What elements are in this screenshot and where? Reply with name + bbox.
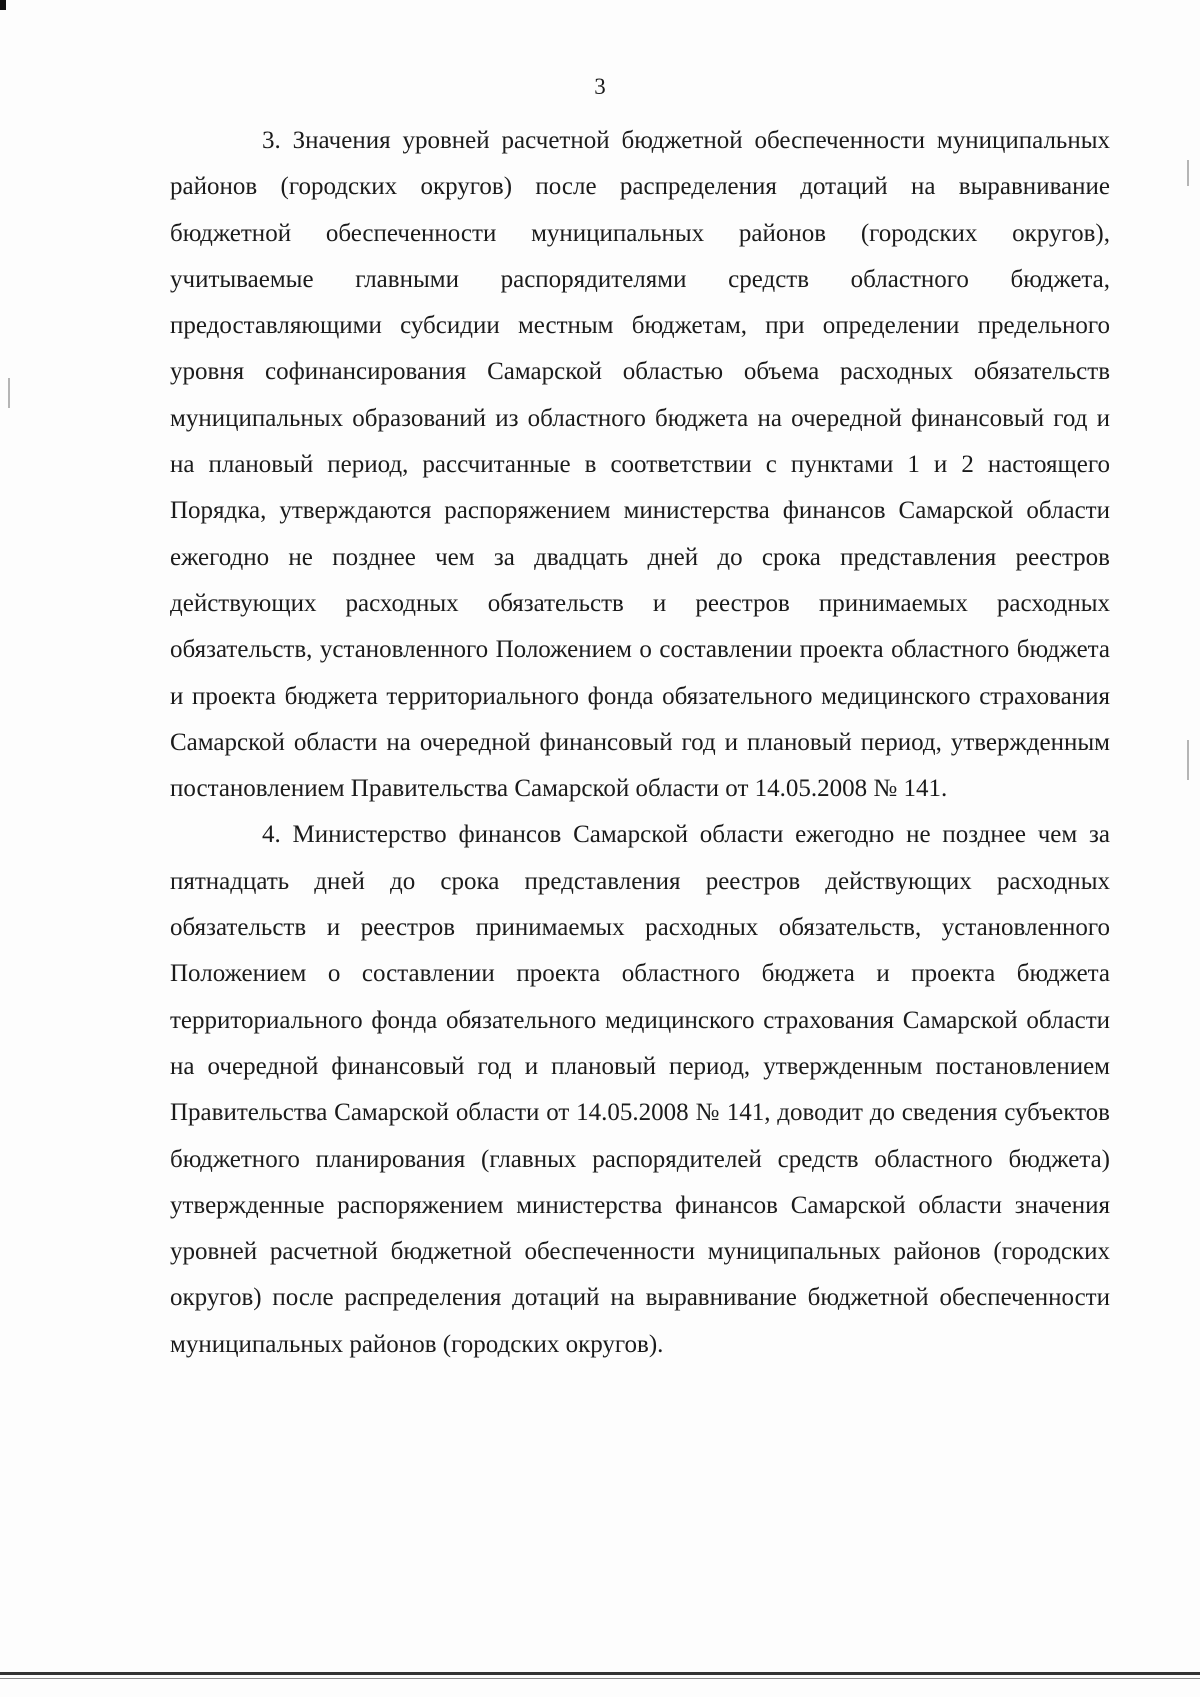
page-number: 3 bbox=[594, 74, 606, 99]
scan-corner-mark bbox=[0, 0, 6, 10]
scan-bottom-edge bbox=[0, 1672, 1200, 1675]
paragraph-4: 4. Министерство финансов Самарской области ежегодно не позднее чем за пятнадцать дней до срока представления реестров действующих расходных обязательств и реестров принимаемых расходных обязательств, установленного Положением о составлении проекта областного бюджета и проекта бюджета территориального фонда обязательного медицинского страхования Самарской области на очередной финансовый год и плановый период, утвержденным постановлением Правительства Самарской области от 14.05.2008 № 141, доводит до сведения субъектов бюджетного планирования (главных распорядителей средств областного бюджета) утвержденные распоряжением министерства финансов Самарской области значения уровней расчетной бюджетной обеспеченности муниципальных районов (городских округов) после распределения дотаций на выравнивание бюджетной обеспеченности муниципальных районов (городских округов). bbox=[170, 821, 1110, 1358]
scan-artifact bbox=[8, 378, 10, 408]
scan-artifact bbox=[1187, 160, 1189, 186]
scan-artifact bbox=[1187, 740, 1189, 780]
scan-bottom-edge-shadow bbox=[0, 1678, 1200, 1679]
document-body bbox=[170, 118, 1110, 1368]
paragraph-3: 3. Значения уровней расчетной бюджетной обеспеченности муниципальных районов (городских округов) после распределения дотаций на выравнивание бюджетной обеспеченности муниципальных районов (городских округов), учитываемые главными распорядителями средств областного бюджета, предоставляющими субсидии местным бюджетам, при определении предельного уровня софинансирования Самарской областью объема расходных обязательств муниципальных образований из областного бюджета на очередной финансовый год и на плановый период, рассчитанные в соответствии с пунктами 1 и 2 настоящего Порядка, утверждаются распоряжением министерства финансов Самарской области ежегодно не позднее чем за двадцать дней до срока представления реестров действующих расходных обязательств и реестров принимаемых расходных обязательств, установленного Положением о составлении проекта областного бюджета и проекта бюджета территориального фонда обязательного медицинского страхования Самарской области на очередной финансовый год и плановый период, утвержденным постановлением Правительства Самарской области от 14.05.2008 № 141. bbox=[170, 127, 1110, 803]
